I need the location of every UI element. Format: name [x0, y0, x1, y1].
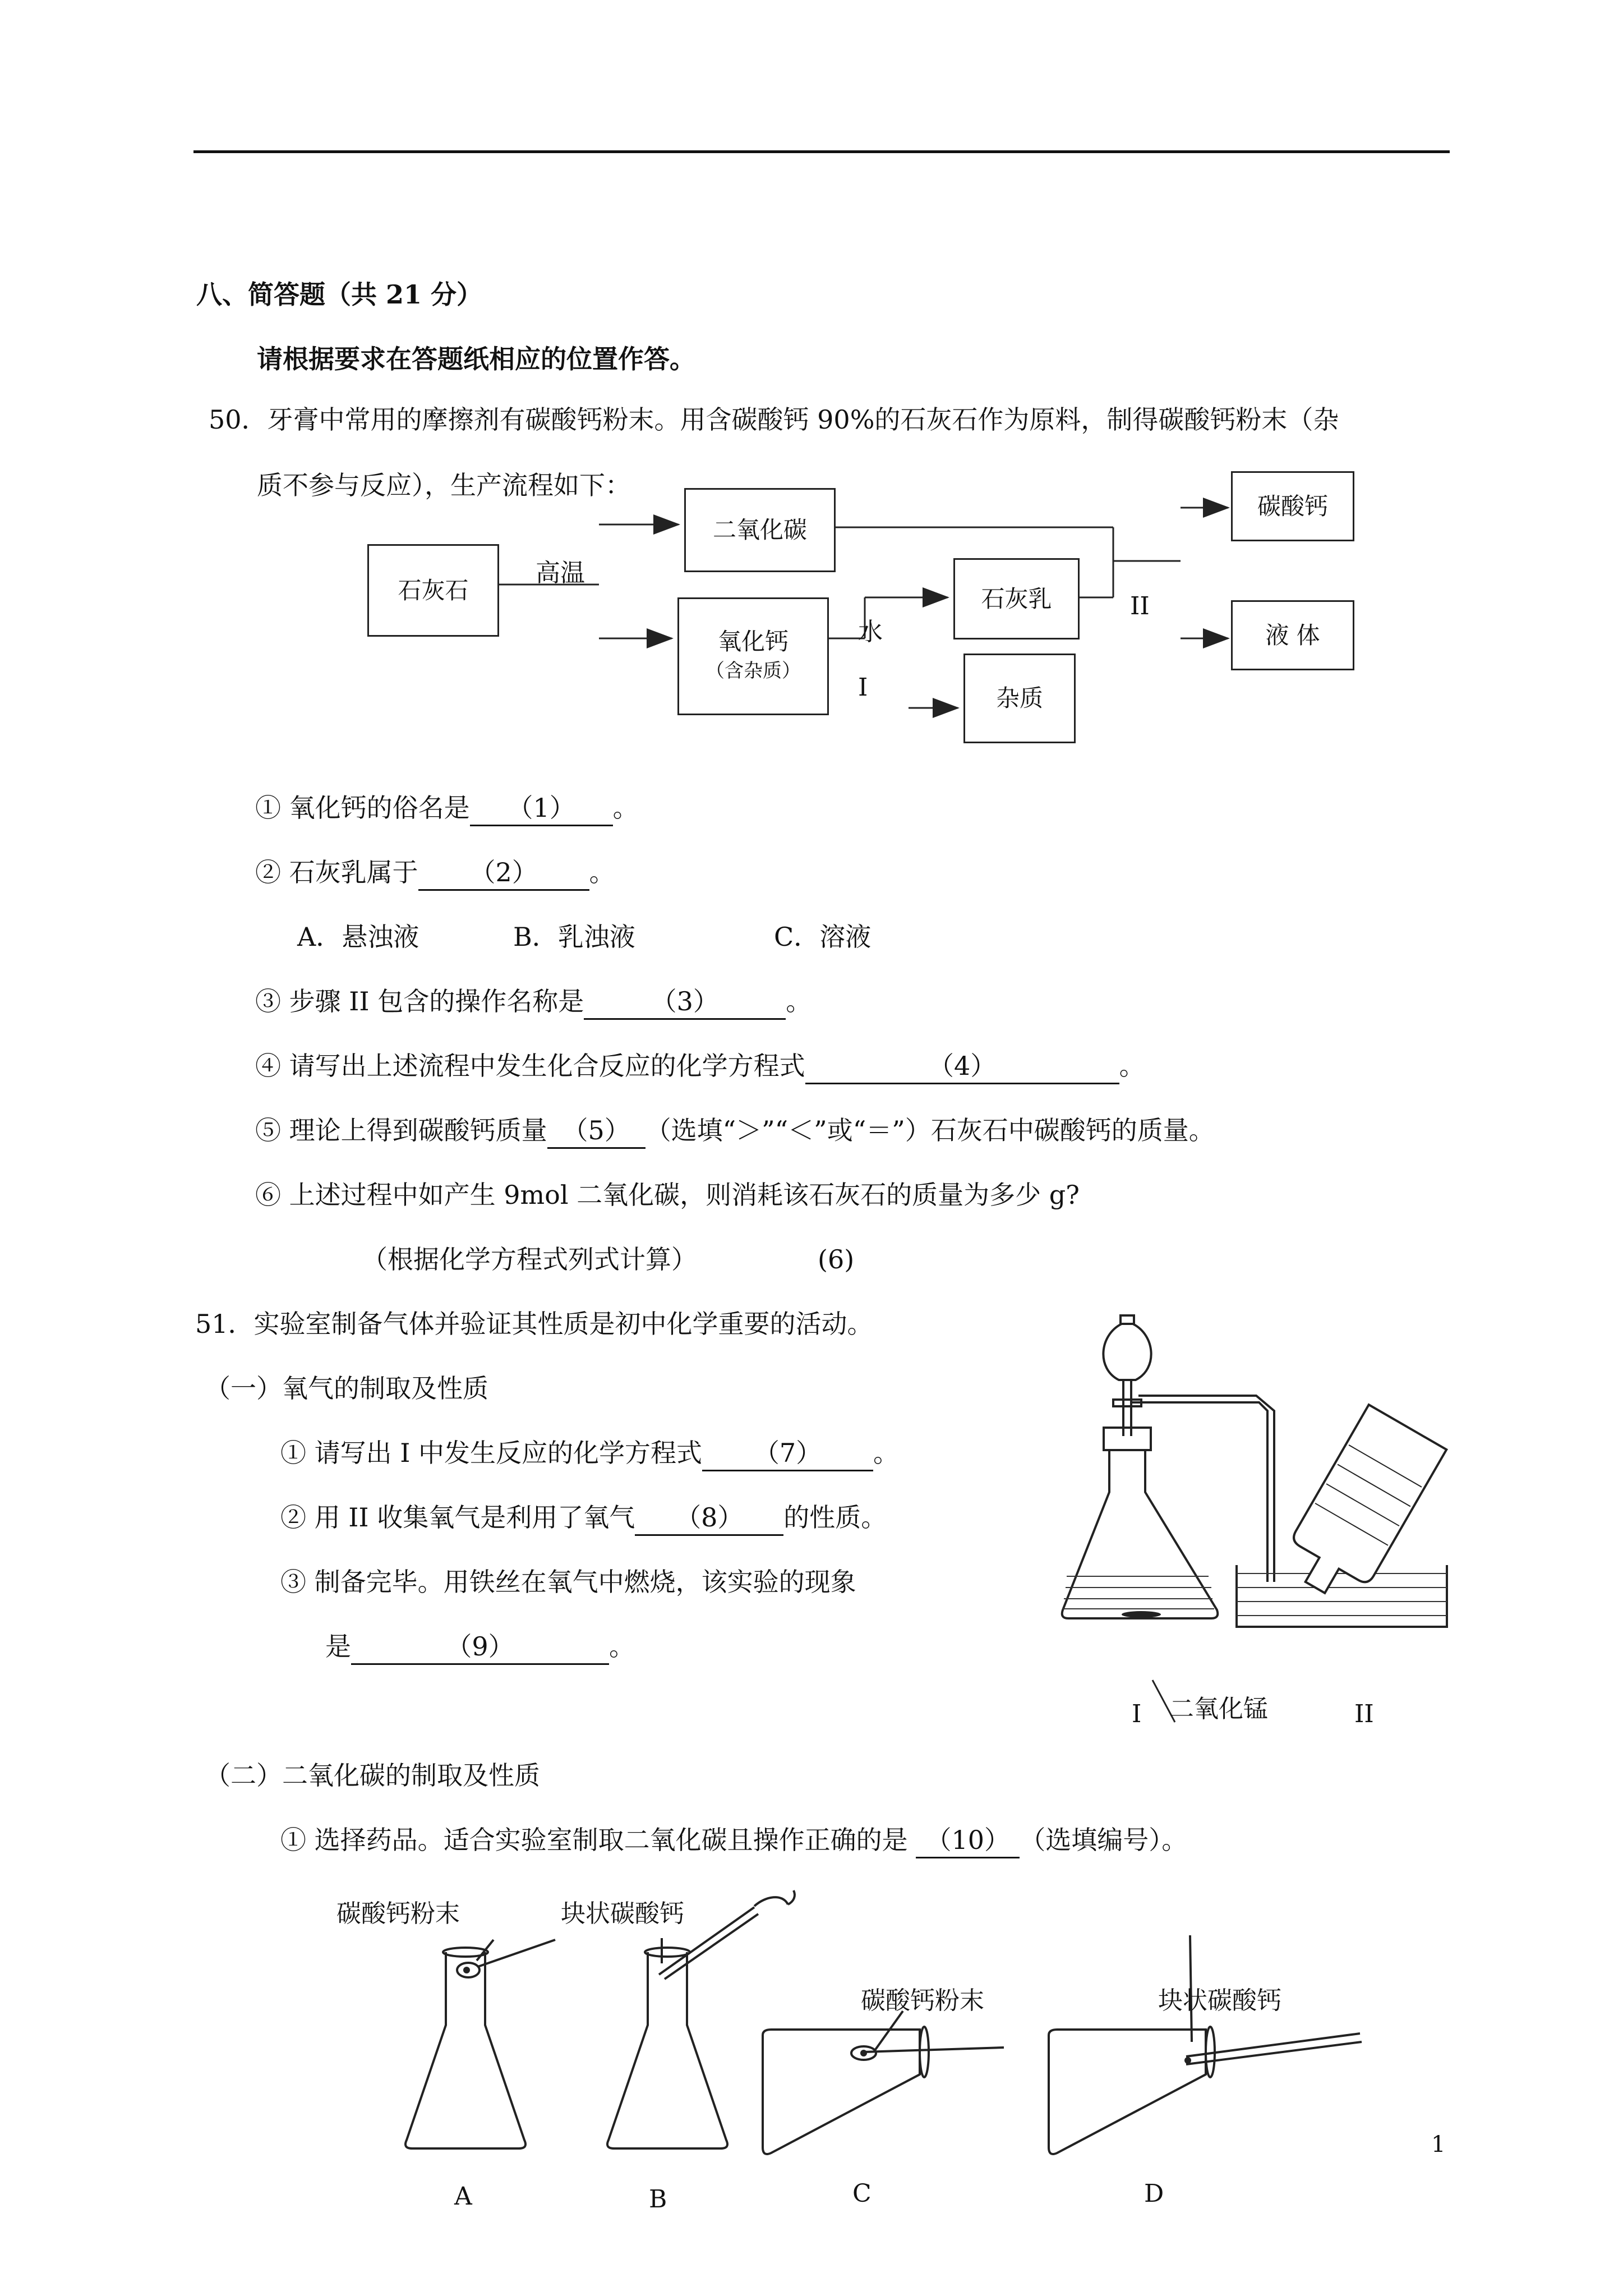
figure-c-letter: C — [852, 2179, 872, 2208]
q50-item-5: ⑤ 理论上得到碳酸钙质量 （5） （选填“＞”“＜”或“＝”）石灰石中碳酸钙的质量。 — [255, 1114, 1215, 1149]
page-number: 1 — [1431, 2132, 1446, 2157]
flow-box-co2: 二氧化碳 — [684, 488, 836, 572]
figure-a-label: 碳酸钙粉末 — [336, 1899, 460, 1928]
figure-d-label: 块状碳酸钙 — [1158, 1986, 1281, 2015]
figure-b-label: 块状碳酸钙 — [561, 1899, 684, 1928]
q51-item-8: ② 用 II 收集氧气是利用了氧气 （8） 的性质。 — [280, 1501, 887, 1536]
q50-item-4: ④ 请写出上述流程中发生化合反应的化学方程式 （4） 。 — [255, 1049, 1145, 1084]
q50-item-3: ③ 步骤 II 包含的操作名称是 （3） 。 — [255, 984, 811, 1020]
flow-box-cao: 氧化钙 （含杂质） — [677, 597, 829, 715]
figure-c-label: 碳酸钙粉末 — [861, 1986, 984, 2015]
answer-blank-5[interactable]: （5） — [547, 1114, 645, 1149]
q50-item-1: ① 氧化钙的俗名是 （1） 。 — [255, 791, 639, 826]
flow-box-liquid: 液 体 — [1231, 600, 1354, 670]
answer-blank-3[interactable]: （3） — [584, 984, 786, 1020]
q50-stem-line2: 质不参与反应），生产流程如下： — [257, 470, 631, 500]
flow-label-step1: I — [858, 673, 868, 702]
answer-blank-9[interactable]: （9） — [351, 1630, 609, 1665]
flow-box-limestone: 石灰石 — [367, 544, 499, 637]
q50-option-b: B．乳浊液 — [513, 922, 635, 952]
instruction: 请根据要求在答题纸相应的位置作答。 — [257, 344, 695, 374]
q50-item-6-note: （根据化学方程式列式计算） — [362, 1244, 697, 1274]
q51-item-10: ① 选择药品。适合实验室制取二氧化碳且操作正确的是 （10） （选填编号）。 — [280, 1823, 1187, 1858]
q50-item-6-number: (6) — [818, 1244, 855, 1274]
flow-label-high-temp: 高温 — [536, 559, 585, 587]
q50-item-6: ⑥ 上述过程中如产生 9mol 二氧化碳，则消耗该石灰石的质量为多少 g? — [255, 1180, 1080, 1210]
apparatus-label-2: II — [1354, 1700, 1374, 1728]
answer-blank-2[interactable]: （2） — [418, 855, 589, 891]
figure-a-letter: A — [454, 2182, 472, 2211]
q50-stem-line1: 50．牙膏中常用的摩擦剂有碳酸钙粉末。用含碳酸钙 90%的石灰石作为原料，制得碳酸钙粉末（杂 — [209, 404, 1339, 435]
answer-blank-10[interactable]: （10） — [916, 1823, 1020, 1858]
q50-option-c: C．溶液 — [774, 922, 872, 952]
q51-part2-title: （二）二氧化碳的制取及性质 — [205, 1760, 540, 1791]
q51-item-9-line1: ③ 制备完毕。用铁丝在氧气中燃烧，该实验的现象 — [280, 1567, 856, 1597]
q51-stem: 51．实验室制备气体并验证其性质是初中化学重要的活动。 — [195, 1309, 873, 1339]
flow-box-impurity: 杂质 — [963, 654, 1076, 743]
answer-blank-8[interactable]: （8） — [635, 1501, 783, 1536]
apparatus-label-mno2: 二氧化锰 — [1169, 1695, 1268, 1723]
answer-blank-7[interactable]: （7） — [702, 1436, 873, 1471]
answer-blank-4[interactable]: （4） — [805, 1049, 1119, 1084]
q51-part1-title: （一）氧气的制取及性质 — [205, 1373, 488, 1404]
flow-box-caco3: 碳酸钙 — [1231, 471, 1354, 541]
figure-d-letter: D — [1144, 2179, 1164, 2208]
apparatus-label-1: I — [1132, 1700, 1142, 1728]
flow-label-water: 水 — [858, 618, 883, 646]
section-title: 八、简答题（共 21 分） — [196, 279, 483, 310]
answer-blank-1[interactable]: （1） — [470, 791, 613, 826]
flow-label-step2: II — [1130, 592, 1150, 620]
q51-item-7: ① 请写出 I 中发生反应的化学方程式 （7） 。 — [280, 1436, 899, 1471]
q51-item-9-line2: 是 （9） 。 — [325, 1630, 635, 1665]
q50-item-2: ② 石灰乳属于 （2） 。 — [255, 855, 615, 891]
q50-option-a: A．悬浊液 — [297, 922, 419, 952]
figure-b-letter: B — [649, 2185, 667, 2214]
flow-box-lime-milk: 石灰乳 — [953, 558, 1080, 639]
